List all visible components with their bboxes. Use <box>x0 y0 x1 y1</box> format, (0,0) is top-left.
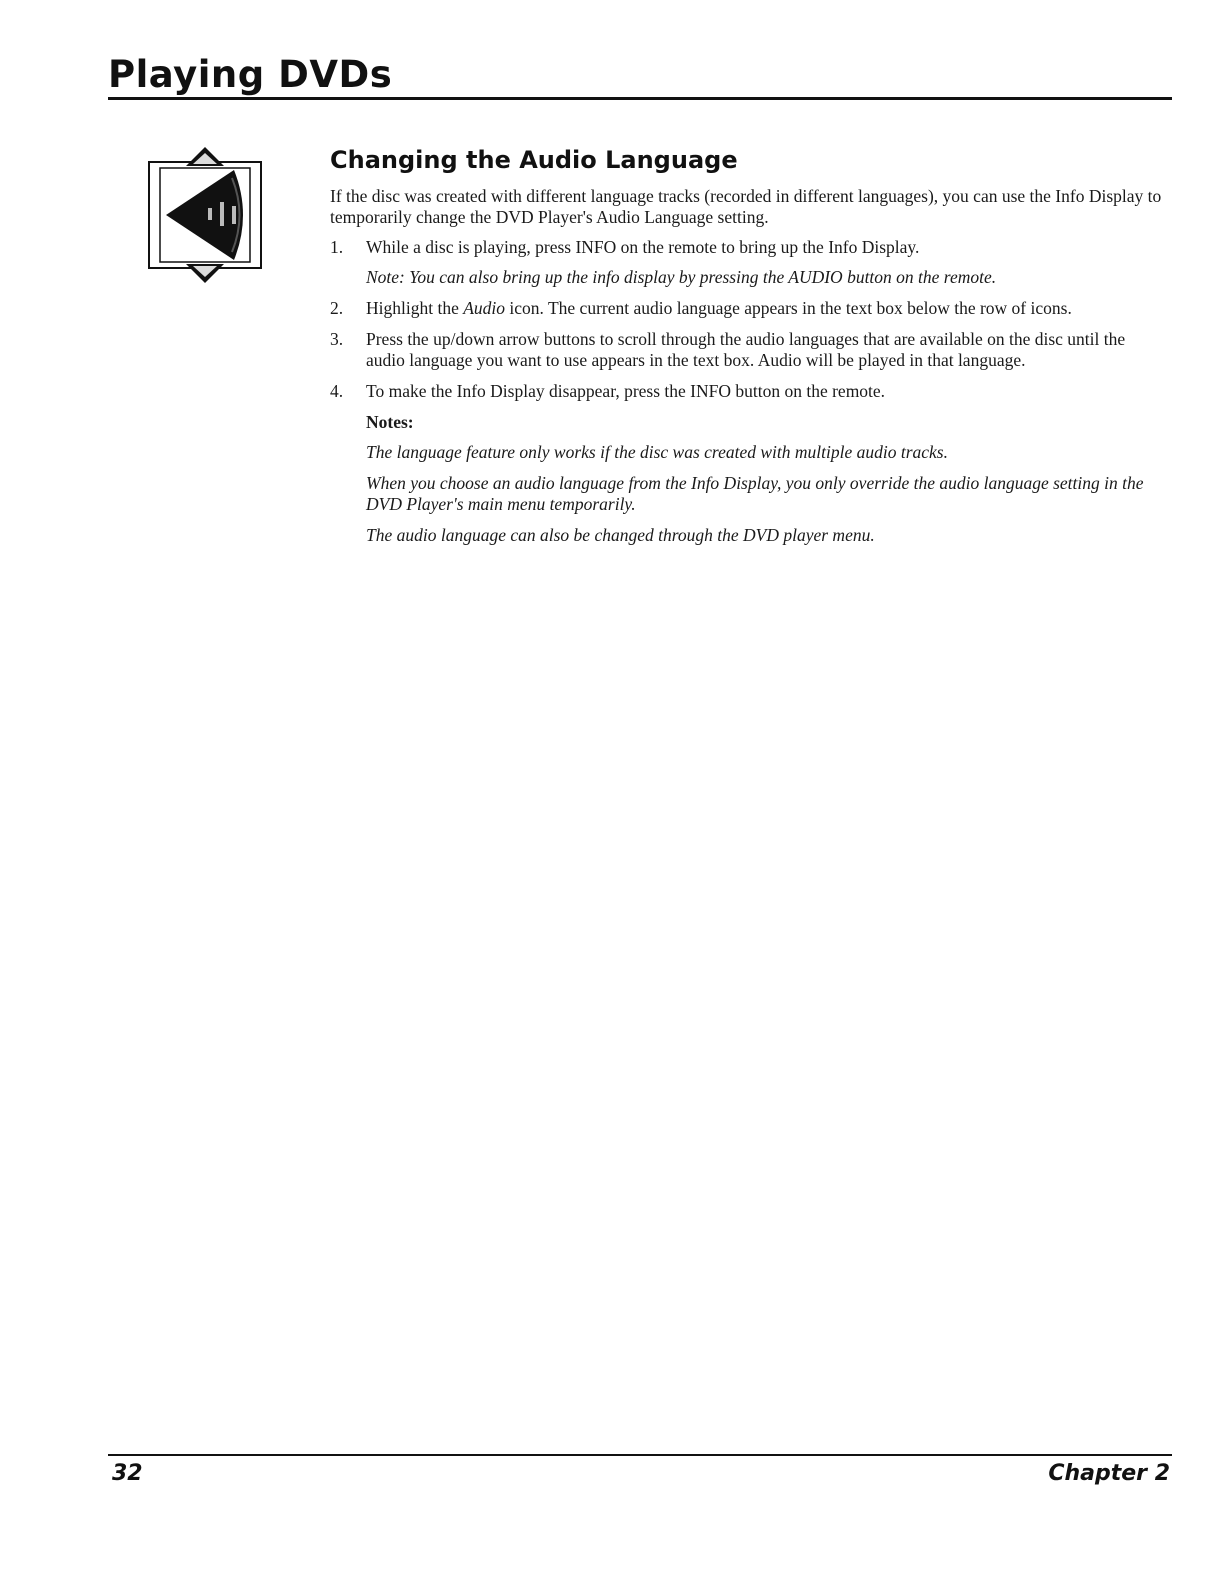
intro-paragraph: If the disc was created with different language tracks (recorded in different languages), you can use the Info Display to temporarily change the DVD Player's Audio Language setting. <box>330 186 1162 227</box>
notes-item: The language feature only works if the disc was created with multiple audio tracks. <box>366 442 948 462</box>
step-note: Note: You can also bring up the info display by pressing the AUDIO button on the remote. <box>366 267 997 287</box>
steps-list-continued <box>330 298 1165 402</box>
chapter-label: Chapter 2 <box>1048 1461 1170 1486</box>
step-item <box>330 329 1165 371</box>
steps-list <box>330 237 1165 258</box>
section-heading: Changing the Audio Language <box>330 146 738 174</box>
step-number: 4. <box>330 381 344 401</box>
step-text: icon. The current audio language appears in the text box below the row of icons. <box>505 298 1072 318</box>
step-text: Highlight the <box>366 298 464 318</box>
step-text-emphasis: Audio <box>463 298 506 318</box>
page-title: Playing DVDs <box>108 53 393 96</box>
notes-heading: Notes: <box>366 412 414 432</box>
page-number: 32 <box>112 1461 143 1486</box>
step-item <box>330 381 1165 402</box>
step-text: To make the Info Display disappear, press the INFO button on the remote. <box>366 381 886 401</box>
step-text: Press the up/down arrow buttons to scroll through the audio languages that are available on the disc until the audio language you want to use appears in the text box. Audio will be played in that language. <box>366 329 1126 370</box>
notes-item: When you choose an audio language from the Info Display, you only override the audio language setting in the DVD Player's main menu temporarily. <box>366 473 1144 514</box>
step-number: 2. <box>330 298 344 318</box>
step-text: While a disc is playing, press INFO on the remote to bring up the Info Display. <box>366 237 920 257</box>
step-item <box>330 237 1165 258</box>
notes-item: The audio language can also be changed through the DVD player menu. <box>366 525 875 545</box>
step-item <box>330 298 1165 319</box>
step-number: 3. <box>330 329 344 349</box>
footer-divider <box>108 1454 1172 1456</box>
step-number: 1. <box>330 237 344 257</box>
content-section <box>330 142 1165 556</box>
title-divider <box>108 97 1172 100</box>
audio-icon <box>148 144 262 286</box>
